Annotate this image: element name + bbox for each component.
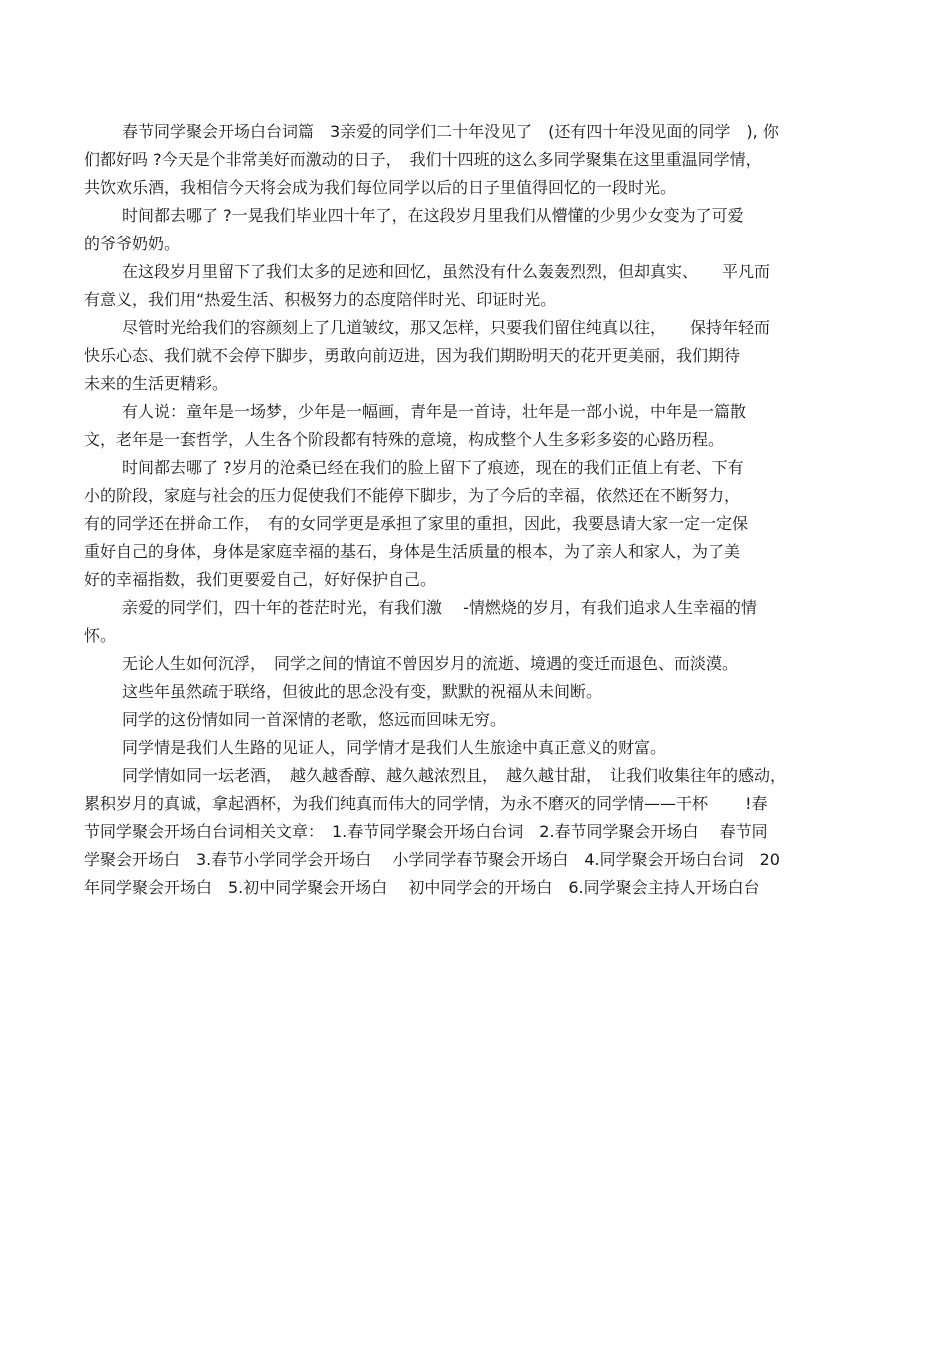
document-body	[84, 118, 866, 902]
text-line: 亲爱的同学们，四十年的苍茫时光，有我们激 -情燃烧的岁月，有我们追求人生幸福的情	[122, 598, 757, 617]
text-line: 文，老年是一套哲学，人生各个阶段都有特殊的意境，构成整个人生多彩多姿的心路历程。	[84, 430, 725, 449]
text-line: 未来的生活更精彩。	[84, 374, 229, 393]
text-line: 怀。	[84, 626, 117, 645]
text-line: 累积岁月的真诚，拿起酒杯，为我们纯真而伟大的同学情，为永不磨灭的同学情——干杯 !春	[84, 794, 768, 813]
text-line: 共饮欢乐酒，我相信今天将会成为我们每位同学以后的日子里值得回忆的一段时光。	[84, 178, 677, 197]
text-line: 的爷爷奶奶。	[84, 234, 181, 253]
text-line: 们都好吗 ?今天是个非常美好而激动的日子， 我们十四班的这么多同学聚集在这里重温同学情，	[84, 150, 762, 169]
text-line: 快乐心态、我们就不会停下脚步，勇敢向前迈进，因为我们期盼明天的花开更美丽，我们期待	[84, 346, 741, 365]
text-line: 有的同学还在拼命工作， 有的女同学更是承担了家里的重担，因此，我要恳请大家一定一定保	[84, 514, 749, 533]
text-line: 春节同学聚会开场白台词篇 3亲爱的同学们二十年没见了 (还有四十年没见面的同学 ), 你	[122, 122, 779, 141]
text-line: 时间都去哪了 ?岁月的沧桑已经在我们的脸上留下了痕迹，现在的我们正值上有老、下有	[122, 458, 744, 477]
text-line: 好的幸福指数，我们更要爱自己，好好保护自己。	[84, 570, 437, 589]
text-line: 有意义，我们用“热爱生活、积极努力的态度陪伴时光、印证时光。	[84, 290, 557, 309]
text-line: 在这段岁月里留下了我们太多的足迹和回忆，虽然没有什么轰轰烈烈，但却真实、 平凡而	[122, 262, 771, 281]
text-line: 小的阶段，家庭与社会的压力促使我们不能停下脚步，为了今后的幸福，依然还在不断努力，	[84, 486, 741, 505]
text-line: 同学的这份情如同一首深情的老歌，悠远而回味无穷。	[122, 710, 507, 729]
text-line: 同学情是我们人生路的见证人，同学情才是我们人生旅途中真正意义的财富。	[122, 738, 667, 757]
text-line: 无论人生如何沉浮， 同学之间的情谊不曾因岁月的流逝、境遇的变迁而退色、而淡漠。	[122, 654, 739, 673]
text-line: 有人说：童年是一场梦，少年是一幅画，青年是一首诗，壮年是一部小说，中年是一篇散	[122, 402, 747, 421]
text-line: 年同学聚会开场白 5.初中同学聚会开场白 初中同学会的开场白 6.同学聚会主持人开场白台	[84, 878, 760, 897]
text-line: 学聚会开场白 3.春节小学同学会开场白 小学同学春节聚会开场白 4.同学聚会开场白台词 20	[84, 850, 780, 869]
text-line: 重好自己的身体，身体是家庭幸福的基石，身体是生活质量的根本，为了亲人和家人，为了美	[84, 542, 741, 561]
text-line: 尽管时光给我们的容颜刻上了几道皱纹，那又怎样，只要我们留住纯真以往， 保持年轻而	[122, 318, 771, 337]
text-line: 节同学聚会开场白台词相关文章： 1.春节同学聚会开场白台词 2.春节同学聚会开场白 春节同	[84, 822, 768, 841]
text-line: 时间都去哪了 ?一晃我们毕业四十年了，在这段岁月里我们从懵懂的少男少女变为了可爱	[122, 206, 744, 225]
text-line: 同学情如同一坛老酒， 越久越香醇、越久越浓烈且， 越久越甘甜， 让我们收集往年的感动，	[122, 766, 787, 785]
text-line: 这些年虽然疏于联络，但彼此的思念没有变，默默的祝福从未间断。	[122, 682, 603, 701]
